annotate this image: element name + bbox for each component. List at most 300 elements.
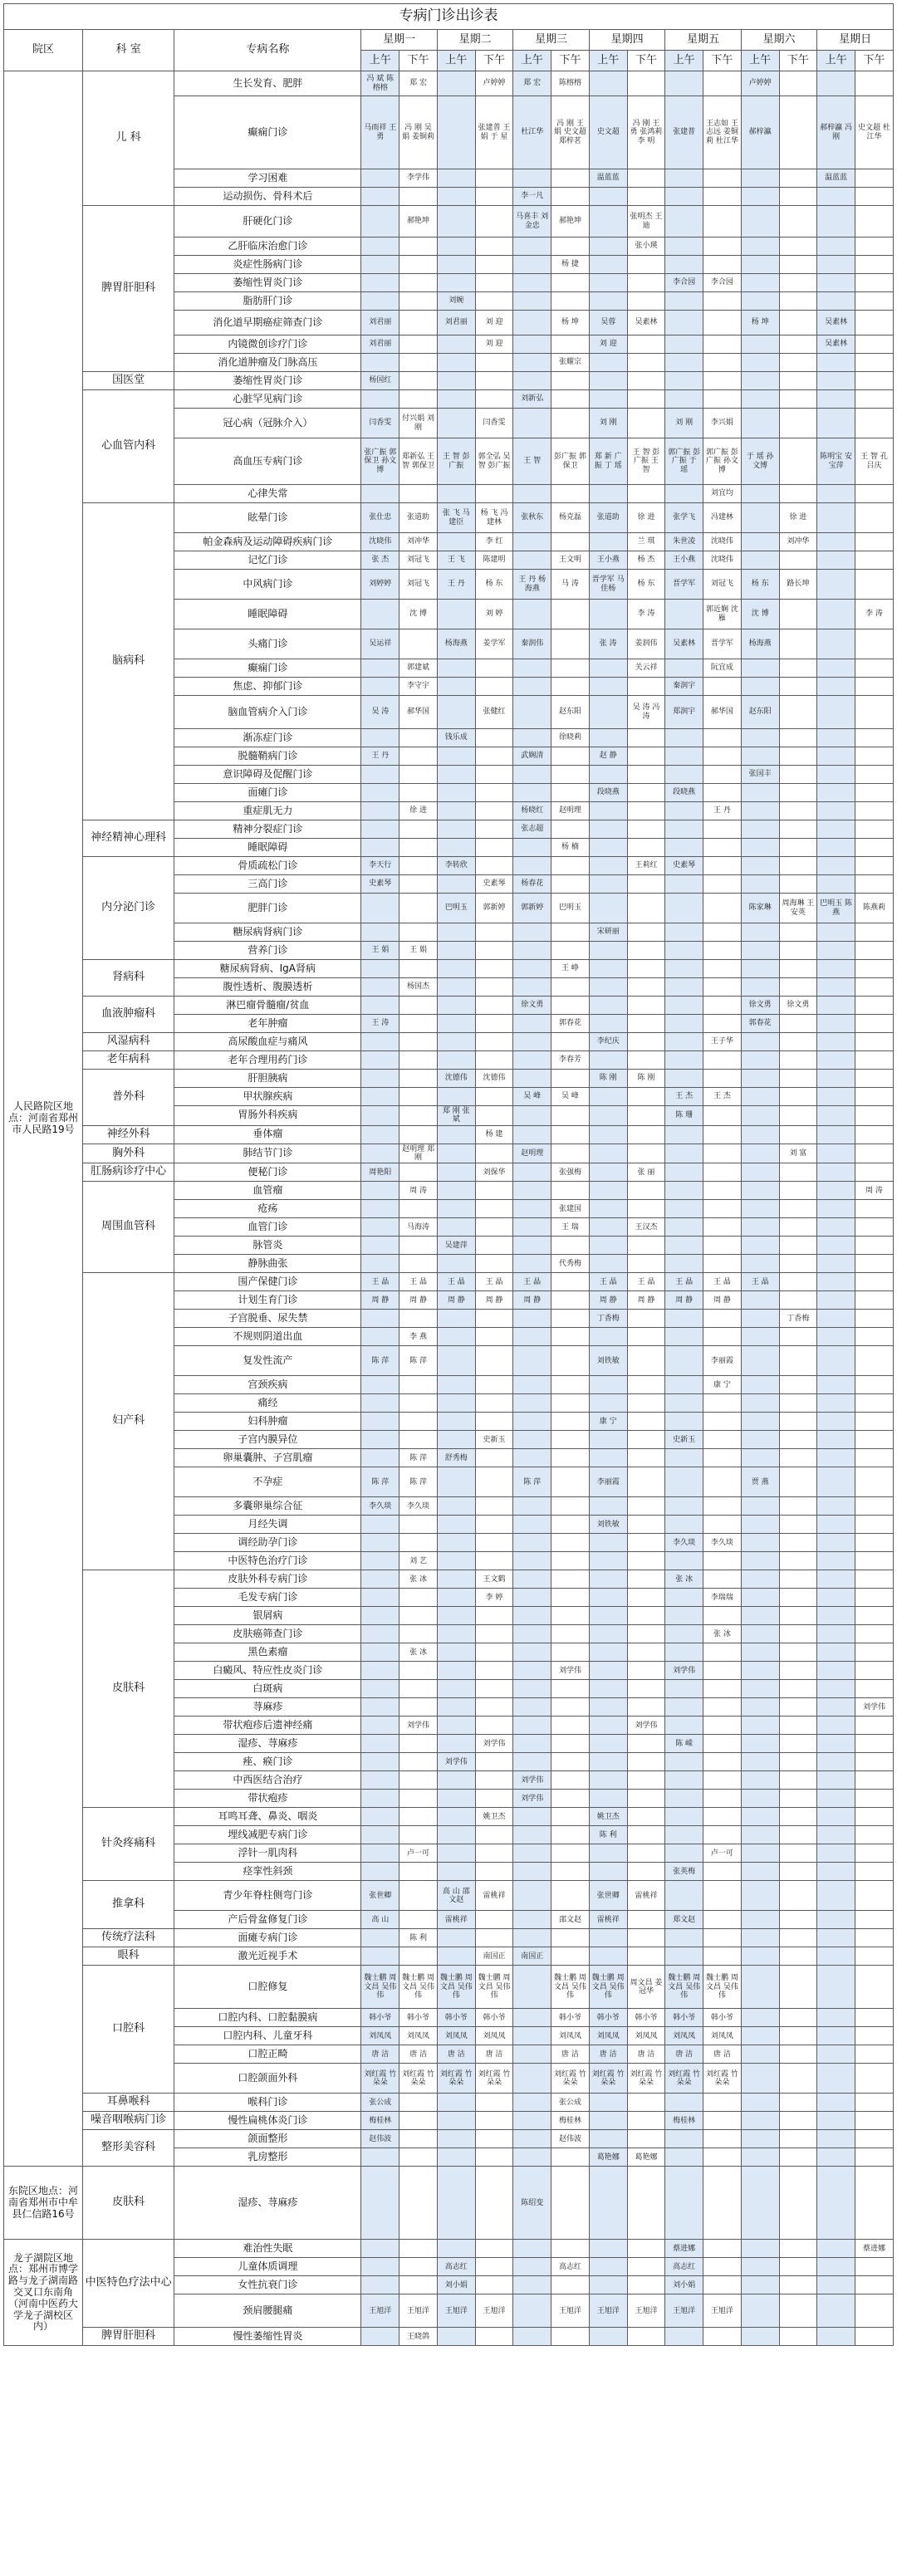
doctor-cell [703, 784, 742, 802]
doctor-cell [589, 729, 627, 747]
doctor-cell [589, 839, 627, 857]
doctor-cell [703, 238, 742, 256]
department-cell: 噪音咽喉病门诊 [83, 2112, 174, 2130]
doctor-cell [513, 1643, 551, 1662]
doctor-cell [741, 2240, 779, 2258]
doctor-cell [703, 2130, 742, 2148]
specialty-cell: 血管瘤 [174, 1182, 361, 1200]
doctor-cell [551, 1808, 590, 1826]
doctor-cell [513, 1911, 551, 1929]
doctor-cell [855, 335, 893, 354]
doctor-cell [855, 2094, 893, 2112]
doctor-cell [361, 1310, 399, 1328]
doctor-cell [665, 335, 703, 354]
doctor-cell [779, 1771, 817, 1790]
doctor-cell [741, 802, 779, 820]
doctor-cell [817, 2130, 855, 2148]
doctor-cell [475, 923, 513, 942]
doctor-cell [741, 274, 779, 292]
doctor-cell [437, 1088, 475, 1106]
doctor-cell [665, 1051, 703, 1070]
doctor-cell [627, 1088, 665, 1106]
doctor-cell [855, 1966, 893, 2009]
doctor-cell: 李守宇 [399, 678, 438, 696]
doctor-cell: 郭全弘 吴 智 彭广振 [475, 438, 513, 485]
doctor-cell [627, 409, 665, 438]
doctor-cell [779, 1182, 817, 1200]
doctor-cell [437, 2328, 475, 2346]
doctor-cell [437, 71, 475, 96]
doctor-cell [779, 238, 817, 256]
doctor-cell [665, 839, 703, 857]
doctor-cell [779, 1218, 817, 1237]
specialty-cell: 垂体瘤 [174, 1125, 361, 1144]
doctor-cell [779, 839, 817, 857]
doctor-cell [437, 96, 475, 169]
specialty-cell: 口腔颌面外科 [174, 2064, 361, 2094]
doctor-cell [855, 784, 893, 802]
doctor-cell: 刘学伟 [855, 1698, 893, 1717]
doctor-cell: 周文昌 姜冠华 [627, 1966, 665, 2009]
doctor-cell: 史新玉 [665, 1431, 703, 1449]
doctor-cell: 周 涛 [399, 1182, 438, 1200]
doctor-cell [779, 1237, 817, 1255]
doctor-cell [779, 2294, 817, 2328]
doctor-cell: 郑 刚 张 斌 [437, 1106, 475, 1126]
doctor-cell [741, 747, 779, 766]
doctor-cell: 杨国杰 [399, 978, 438, 997]
pm-header: 下午 [627, 51, 665, 71]
doctor-cell [399, 1662, 438, 1680]
doctor-cell: 吴 涛 [361, 696, 399, 729]
doctor-cell: 杨 东 [475, 570, 513, 600]
doctor-cell: 杨 东 [741, 570, 779, 600]
doctor-cell [665, 1790, 703, 1808]
doctor-cell: 王文鹤 [475, 1570, 513, 1589]
doctor-cell: 吴素林 [665, 629, 703, 659]
doctor-cell [855, 839, 893, 857]
doctor-cell [589, 1844, 627, 1863]
doctor-cell [475, 2148, 513, 2167]
doctor-cell: 刘红霞 竹朵朵 [437, 2064, 475, 2094]
doctor-cell: 郭近娴 沈 雁 [703, 600, 742, 629]
doctor-cell [817, 354, 855, 372]
doctor-cell [589, 2112, 627, 2130]
doctor-cell: 韩小爷 [589, 2009, 627, 2027]
doctor-cell [703, 729, 742, 747]
doctor-cell [779, 1808, 817, 1826]
day-header: 星期日 [817, 30, 894, 51]
doctor-cell [399, 875, 438, 894]
specialty-cell: 心脏罕见病门诊 [174, 390, 361, 409]
doctor-cell: 徐文勇 [513, 997, 551, 1015]
doctor-cell [855, 2148, 893, 2167]
doctor-cell [399, 1516, 438, 1534]
doctor-cell [361, 274, 399, 292]
doctor-cell [703, 960, 742, 978]
doctor-cell: 段晓燕 [665, 784, 703, 802]
doctor-cell [817, 1163, 855, 1182]
doctor-cell [703, 1735, 742, 1753]
doctor-cell [741, 1753, 779, 1771]
doctor-cell [665, 1516, 703, 1534]
doctor-cell [627, 1607, 665, 1625]
doctor-cell [741, 2094, 779, 2112]
doctor-cell [589, 659, 627, 678]
doctor-cell [855, 1570, 893, 1589]
doctor-cell [437, 1346, 475, 1376]
doctor-cell [817, 1051, 855, 1070]
doctor-cell [513, 2027, 551, 2045]
doctor-cell: 蔡进娜 [855, 2240, 893, 2258]
doctor-cell [665, 2328, 703, 2346]
doctor-cell [399, 2094, 438, 2112]
doctor-cell: 张 冰 [703, 1625, 742, 1643]
doctor-cell [513, 372, 551, 390]
doctor-cell [817, 1106, 855, 1126]
doctor-cell [627, 2240, 665, 2258]
doctor-cell [627, 747, 665, 766]
doctor-cell [817, 1790, 855, 1808]
doctor-cell [513, 485, 551, 503]
doctor-cell [399, 1698, 438, 1717]
doctor-cell [361, 1826, 399, 1844]
doctor-cell: 张健红 [475, 696, 513, 729]
doctor-cell: 吴素林 [627, 311, 665, 335]
doctor-cell [779, 1607, 817, 1625]
doctor-cell [513, 1826, 551, 1844]
doctor-cell [779, 1051, 817, 1070]
doctor-cell [779, 1376, 817, 1394]
table-row [4, 1051, 894, 1070]
doctor-cell [855, 2294, 893, 2328]
doctor-cell [513, 551, 551, 570]
doctor-cell: 刘 刚 [589, 409, 627, 438]
doctor-cell [399, 1911, 438, 1929]
department-cell: 针灸疼痛科 [83, 1808, 174, 1881]
doctor-cell [399, 784, 438, 802]
doctor-cell [703, 1753, 742, 1771]
doctor-cell: 张明杰 王 迪 [627, 206, 665, 238]
day-header: 星期五 [665, 30, 741, 51]
doctor-cell [361, 169, 399, 188]
specialty-cell: 静脉曲张 [174, 1255, 361, 1273]
doctor-cell [589, 802, 627, 820]
doctor-cell: 王 丹 [437, 570, 475, 600]
specialty-cell: 炎症性肠病门诊 [174, 256, 361, 274]
doctor-cell [741, 1643, 779, 1662]
doctor-cell [627, 2276, 665, 2294]
specialty-cell: 银屑病 [174, 1607, 361, 1625]
doctor-cell [741, 1237, 779, 1255]
doctor-cell [399, 839, 438, 857]
doctor-cell: 刘学伟 [399, 1717, 438, 1735]
doctor-cell [437, 2148, 475, 2167]
doctor-cell [513, 1881, 551, 1911]
doctor-cell [475, 1717, 513, 1735]
doctor-cell [399, 2112, 438, 2130]
specialty-cell: 消化道早期癌症筛查门诊 [174, 311, 361, 335]
department-cell: 内分泌门诊 [83, 857, 174, 960]
specialty-cell: 高血压专病门诊 [174, 438, 361, 485]
doctor-cell [475, 802, 513, 820]
doctor-cell [665, 1015, 703, 1033]
doctor-cell [779, 1449, 817, 1467]
doctor-cell [475, 238, 513, 256]
specialty-cell: 头痛门诊 [174, 629, 361, 659]
doctor-cell: 李瑞瑞 [703, 1589, 742, 1607]
doctor-cell: 刘小娟 [437, 2276, 475, 2294]
am-header: 上午 [817, 51, 855, 71]
doctor-cell [779, 311, 817, 335]
doctor-cell: 王 智 孔吕庆 [855, 438, 893, 485]
table-row [4, 1929, 894, 1947]
doctor-cell [513, 1717, 551, 1735]
doctor-cell [817, 820, 855, 839]
doctor-cell [437, 839, 475, 857]
doctor-cell: 赵明理 [513, 1144, 551, 1163]
specialty-cell: 学习困难 [174, 169, 361, 188]
table-row [4, 1163, 894, 1182]
doctor-cell: 王 飞 [437, 551, 475, 570]
specialty-cell: 荨麻疹 [174, 1698, 361, 1717]
specialty-cell: 血管门诊 [174, 1218, 361, 1237]
doctor-cell: 刘 富 [779, 1144, 817, 1163]
doctor-cell [475, 1534, 513, 1552]
doctor-cell: 张道助 [399, 503, 438, 533]
specialty-cell: 复发性流产 [174, 1346, 361, 1376]
doctor-cell [741, 238, 779, 256]
doctor-cell: 刘学伟 [665, 1662, 703, 1680]
doctor-cell: 郝艳坤 [551, 206, 590, 238]
doctor-cell [475, 1844, 513, 1863]
specialty-cell: 白斑病 [174, 1680, 361, 1698]
doctor-cell [361, 256, 399, 274]
doctor-cell: 魏士鹏 周文昌 吴伟伟 [475, 1966, 513, 2009]
doctor-cell: 王 瑞 [551, 1218, 590, 1237]
doctor-cell [437, 997, 475, 1015]
doctor-cell [855, 71, 893, 96]
doctor-cell [855, 766, 893, 784]
doctor-cell: 王 杰 [665, 1088, 703, 1106]
doctor-cell: 陈家琳 [741, 894, 779, 923]
doctor-cell: 赵明理 [551, 802, 590, 820]
doctor-cell [551, 1826, 590, 1844]
doctor-cell [399, 1808, 438, 1826]
doctor-cell: 朱世凌 [665, 533, 703, 551]
doctor-cell [855, 2045, 893, 2064]
doctor-cell [589, 600, 627, 629]
doctor-cell [589, 1863, 627, 1881]
specialty-cell: 营养门诊 [174, 942, 361, 960]
doctor-cell [399, 1790, 438, 1808]
specialty-cell: 肥胖门诊 [174, 894, 361, 923]
doctor-cell [779, 784, 817, 802]
doctor-cell [817, 2064, 855, 2094]
doctor-cell [703, 1607, 742, 1625]
doctor-cell [589, 1698, 627, 1717]
doctor-cell [855, 802, 893, 820]
doctor-cell: 葛艳娜 [589, 2148, 627, 2167]
doctor-cell: 李 涛 [855, 600, 893, 629]
doctor-cell [779, 2112, 817, 2130]
doctor-cell [627, 1413, 665, 1431]
doctor-cell [475, 1662, 513, 1680]
doctor-cell [399, 820, 438, 839]
doctor-cell [741, 1291, 779, 1310]
doctor-cell: 李一凡 [513, 188, 551, 206]
doctor-cell [817, 1534, 855, 1552]
doctor-cell [551, 978, 590, 997]
doctor-cell [741, 2009, 779, 2027]
doctor-cell: 史新玉 [475, 1431, 513, 1449]
doctor-cell: 张 冰 [399, 1643, 438, 1662]
doctor-cell [513, 1534, 551, 1552]
pm-header: 下午 [855, 51, 893, 71]
doctor-cell [551, 1376, 590, 1394]
doctor-cell [703, 1911, 742, 1929]
doctor-cell [361, 238, 399, 256]
doctor-cell [437, 238, 475, 256]
specialty-cell: 口腔内科、口腔黏膜病 [174, 2009, 361, 2027]
doctor-cell: 徐文勇 [779, 997, 817, 1015]
doctor-cell: 陈榕榕 [551, 71, 590, 96]
doctor-cell [399, 1881, 438, 1911]
doctor-cell [779, 1947, 817, 1966]
doctor-cell [741, 1516, 779, 1534]
doctor-cell [361, 2258, 399, 2276]
doctor-cell [551, 1431, 590, 1449]
department-cell: 血液肿瘤科 [83, 997, 174, 1033]
doctor-cell [741, 1394, 779, 1413]
doctor-cell [399, 1826, 438, 1844]
table-row [4, 820, 894, 839]
doctor-cell: 晋学军 马佳杨 [589, 570, 627, 600]
doctor-cell [627, 784, 665, 802]
doctor-cell [513, 2009, 551, 2027]
doctor-cell [361, 2148, 399, 2167]
doctor-cell [361, 1431, 399, 1449]
doctor-cell [665, 894, 703, 923]
doctor-cell [475, 2112, 513, 2130]
doctor-cell [475, 1346, 513, 1376]
doctor-cell [627, 1255, 665, 1273]
doctor-cell [437, 820, 475, 839]
doctor-cell [475, 1680, 513, 1698]
doctor-cell [399, 292, 438, 311]
doctor-cell: 李纪庆 [589, 1033, 627, 1051]
doctor-cell: 高志红 [665, 2258, 703, 2276]
doctor-cell [817, 570, 855, 600]
doctor-cell [817, 1218, 855, 1237]
doctor-cell: 李丽霞 [703, 1346, 742, 1376]
doctor-cell: 沈德伟 [437, 1070, 475, 1088]
doctor-cell [779, 1015, 817, 1033]
doctor-cell [817, 1863, 855, 1881]
doctor-cell [817, 1255, 855, 1273]
doctor-cell [513, 960, 551, 978]
doctor-cell [817, 978, 855, 997]
doctor-cell: 韩小爷 [361, 2009, 399, 2027]
doctor-cell [589, 2167, 627, 2240]
doctor-cell: 沈晓伟 [703, 533, 742, 551]
doctor-cell: 王志如 王志远 姜铜莉 杜江华 [703, 96, 742, 169]
doctor-cell: 韩小爷 [627, 2009, 665, 2027]
doctor-cell: 赵伟波 [361, 2130, 399, 2148]
doctor-cell: 吴蓉 [589, 311, 627, 335]
doctor-cell [855, 1070, 893, 1088]
doctor-cell [627, 1790, 665, 1808]
doctor-cell [665, 238, 703, 256]
doctor-cell [437, 1182, 475, 1200]
doctor-cell: 王旭洋 [361, 2294, 399, 2328]
doctor-cell [437, 390, 475, 409]
doctor-cell [361, 1808, 399, 1826]
doctor-cell [589, 1218, 627, 1237]
doctor-cell: 陈 萍 [399, 1346, 438, 1376]
doctor-cell [437, 1431, 475, 1449]
doctor-cell [437, 485, 475, 503]
doctor-cell: 郭广振 彭广振 孙文博 [703, 438, 742, 485]
doctor-cell [589, 206, 627, 238]
doctor-cell [703, 1106, 742, 1126]
table-row [4, 997, 894, 1015]
doctor-cell: 韩小爷 [703, 2009, 742, 2027]
doctor-cell [437, 942, 475, 960]
doctor-cell [513, 978, 551, 997]
doctor-cell [779, 354, 817, 372]
doctor-cell [513, 1310, 551, 1328]
doctor-cell: 刘学伟 [437, 1753, 475, 1771]
doctor-cell [475, 2258, 513, 2276]
doctor-cell [703, 292, 742, 311]
doctor-cell [551, 1106, 590, 1126]
doctor-cell: 杨克磊 [551, 503, 590, 533]
doctor-cell [627, 372, 665, 390]
department-cell: 脾胃肝胆科 [83, 206, 174, 372]
doctor-cell [855, 2276, 893, 2294]
doctor-cell [513, 659, 551, 678]
doctor-cell: 付兴娟 刘 刚 [399, 409, 438, 438]
table-row [4, 390, 894, 409]
doctor-cell: 王 晶 [399, 1273, 438, 1291]
doctor-cell [513, 2240, 551, 2258]
doctor-cell [665, 354, 703, 372]
doctor-cell [627, 1328, 665, 1346]
doctor-cell [589, 1237, 627, 1255]
doctor-cell [855, 169, 893, 188]
doctor-cell [399, 729, 438, 747]
doctor-cell: 刘 刚 [665, 409, 703, 438]
department-cell: 风湿病科 [83, 1033, 174, 1051]
doctor-cell [627, 1015, 665, 1033]
doctor-cell [817, 2240, 855, 2258]
doctor-cell [627, 1516, 665, 1534]
doctor-cell [475, 997, 513, 1015]
specialty-cell: 湿疹、荨麻疹 [174, 1735, 361, 1753]
doctor-cell [817, 747, 855, 766]
doctor-cell [437, 1929, 475, 1947]
doctor-cell: 郭建斌 [399, 659, 438, 678]
doctor-cell [513, 256, 551, 274]
doctor-cell [437, 1376, 475, 1394]
area-cell: 东院区地点：河南省郑州市中牟县仁信路16号 [4, 2167, 83, 2240]
department-cell: 中医特色疗法中心 [83, 2240, 174, 2328]
doctor-cell: 刘 迎 [589, 335, 627, 354]
doctor-cell [399, 372, 438, 390]
specialty-cell: 计划生育门诊 [174, 1291, 361, 1310]
doctor-cell [703, 1808, 742, 1826]
